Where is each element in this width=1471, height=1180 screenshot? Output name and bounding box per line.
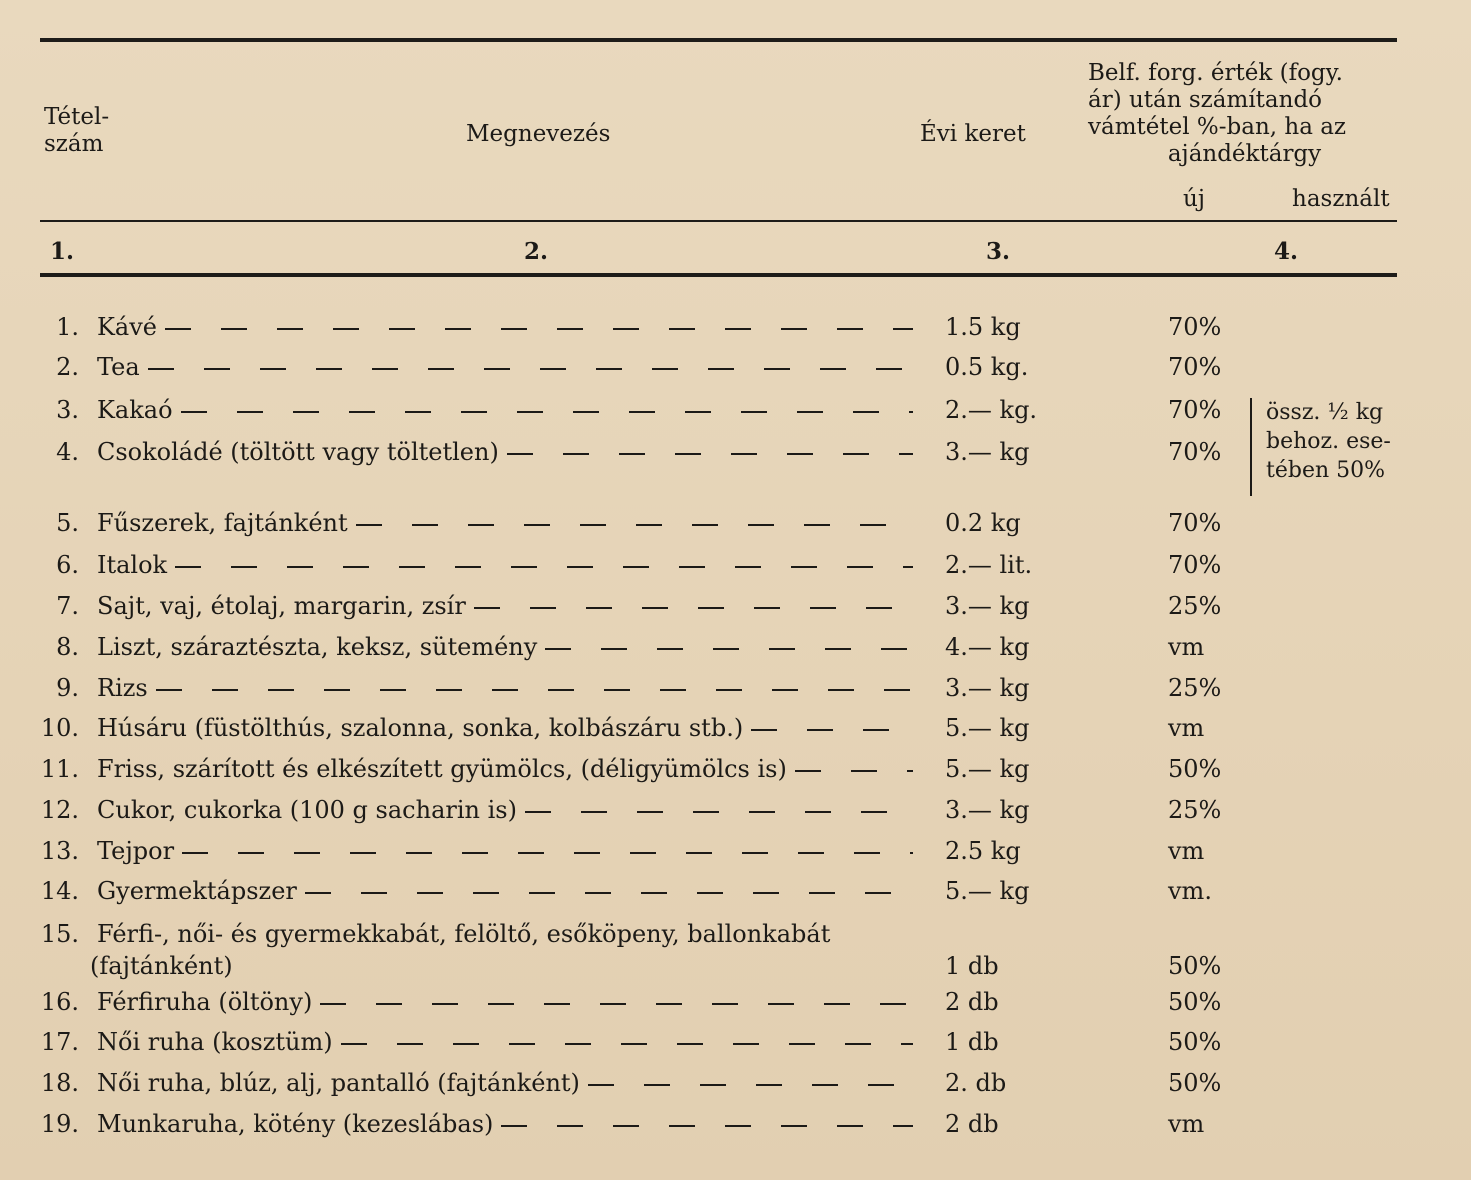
- row-rate: 50%: [1168, 988, 1222, 1016]
- row-number: 14.: [40, 877, 79, 905]
- row-name: [97, 632, 917, 662]
- row-name-text: Italok: [97, 551, 168, 579]
- row-quantity: 5.— kg: [945, 714, 1030, 742]
- row-name: [97, 1109, 917, 1139]
- row-number: 4.: [56, 438, 79, 466]
- row-quantity: 2.5 kg: [945, 837, 1021, 865]
- row-name-text: Férfiruha (öltöny): [97, 988, 313, 1016]
- row-quantity: 4.— kg: [945, 633, 1030, 661]
- leader-dashes: [507, 453, 913, 455]
- leader-dashes: [156, 689, 913, 691]
- header-name: Megnevezés: [466, 121, 611, 147]
- leader-dashes: [341, 1043, 913, 1045]
- leader-dashes: [588, 1084, 913, 1086]
- row-number: 15.: [40, 920, 79, 948]
- row-number: 8.: [56, 633, 79, 661]
- row-quantity: 1.5 kg: [945, 313, 1021, 341]
- column-number-rule: [40, 273, 1397, 277]
- row-quantity: 3.— kg: [945, 592, 1030, 620]
- row-number: 7.: [56, 592, 79, 620]
- leader-dashes: [751, 729, 913, 731]
- leader-dashes: [148, 368, 913, 370]
- leader-dashes: [474, 607, 913, 609]
- row-number: 5.: [56, 509, 79, 537]
- header-duty-rate-line1: Belf. forg. érték (fogy.: [1088, 60, 1343, 86]
- header-item-number: [44, 104, 154, 158]
- column-number-2: 2.: [524, 238, 549, 265]
- table-row: [0, 1027, 1471, 1063]
- row-name-text: Csokoládé (töltött vagy töltetlen): [97, 438, 499, 466]
- row-name-text: Férfi-, női- és gyermekkabát, felöltő, esőköpeny, ballonkabát: [97, 920, 831, 948]
- top-rule: [40, 38, 1397, 42]
- row-number: 12.: [40, 796, 79, 824]
- row-number: 19.: [40, 1110, 79, 1138]
- row-rate: 70%: [1168, 509, 1222, 537]
- row-quantity: 3.— kg: [945, 796, 1030, 824]
- header-item-number-line2: szám: [44, 131, 104, 157]
- leader-dashes: [525, 811, 913, 813]
- leader-dashes: [305, 892, 913, 894]
- row-quantity: 1 db: [945, 952, 999, 980]
- row-rate: 25%: [1168, 674, 1222, 702]
- row-name-text: Gyermektápszer: [97, 877, 297, 905]
- table-row: [0, 713, 1471, 749]
- table-row: [0, 754, 1471, 790]
- row-name: [97, 876, 917, 906]
- row-number: 1.: [56, 313, 79, 341]
- row-name-text: Munkaruha, kötény (kezeslábas): [97, 1110, 494, 1138]
- row-name-text: Rizs: [97, 674, 148, 702]
- row-quantity: 5.— kg: [945, 877, 1030, 905]
- row-name-text: Sajt, vaj, étolaj, margarin, zsír: [97, 592, 466, 620]
- row-rate: 25%: [1168, 796, 1222, 824]
- row-number: 10.: [40, 714, 79, 742]
- row-quantity: 3.— kg: [945, 438, 1030, 466]
- column-number-4: 4.: [1274, 238, 1299, 265]
- header-annual-limit: Évi keret: [920, 121, 1026, 147]
- leader-dashes: [165, 328, 913, 330]
- row-name-text: Friss, szárított és elkészített gyümölcs, (déligyümölcs is): [97, 755, 787, 783]
- row-rate: 25%: [1168, 592, 1222, 620]
- table-row: [0, 352, 1471, 388]
- leader-dashes: [175, 566, 913, 568]
- row-name: [97, 591, 917, 621]
- bracket-note-line2: behoz. ese-: [1266, 429, 1391, 454]
- row-name: [97, 987, 917, 1017]
- row-quantity: 2 db: [945, 1110, 999, 1138]
- row-rate: vm.: [1168, 877, 1212, 905]
- bracket-note: [1250, 398, 1426, 496]
- table-row: [0, 1109, 1471, 1145]
- row-rate: vm: [1168, 633, 1205, 661]
- header-duty-rate-line3: vámtétel %-ban, ha az: [1088, 114, 1347, 140]
- row-quantity: 3.— kg: [945, 674, 1030, 702]
- row-quantity: 5.— kg: [945, 755, 1030, 783]
- table-row: [0, 508, 1471, 544]
- header-new: új: [1183, 186, 1205, 212]
- row-name-text: Tejpor: [97, 837, 175, 865]
- row-name: [97, 550, 917, 580]
- row-name-text: Női ruha, blúz, alj, pantalló (fajtánként): [97, 1069, 580, 1097]
- row-number: 17.: [40, 1028, 79, 1056]
- row-number: 3.: [56, 396, 79, 424]
- row-name-text: Húsáru (füstölthús, szalonna, sonka, kolbászáru stb.): [97, 714, 744, 742]
- row-name-text: Fűszerek, fajtánként: [97, 509, 348, 537]
- row-quantity: 2 db: [945, 988, 999, 1016]
- row-name-text: Cukor, cukorka (100 g sacharin is): [97, 796, 517, 824]
- row-name-text: Női ruha (kosztüm): [97, 1028, 333, 1056]
- row-number: 2.: [56, 353, 79, 381]
- row-name: [97, 437, 917, 467]
- row-quantity: 0.2 kg: [945, 509, 1021, 537]
- row-name: [97, 919, 917, 949]
- row-number: 9.: [56, 674, 79, 702]
- leader-dashes: [501, 1125, 913, 1127]
- table-row: [0, 591, 1471, 627]
- row-name-text: Kávé: [97, 313, 157, 341]
- row-rate: vm: [1168, 837, 1205, 865]
- row-rate: 50%: [1168, 1028, 1222, 1056]
- row-quantity: 2.— lit.: [945, 551, 1033, 579]
- leader-dashes: [182, 852, 913, 854]
- column-number-1: 1.: [50, 238, 75, 265]
- table-row: [0, 1068, 1471, 1104]
- row-rate: 50%: [1168, 952, 1222, 980]
- row-rate: 70%: [1168, 353, 1222, 381]
- table-row: [0, 795, 1471, 831]
- row-rate: 70%: [1168, 396, 1222, 424]
- leader-dashes: [356, 524, 913, 526]
- header-duty-rate: [1088, 60, 1401, 168]
- row-number: 13.: [40, 837, 79, 865]
- leader-dashes: [795, 770, 913, 772]
- table-row: [0, 673, 1471, 709]
- bracket-note-line1: össz. ½ kg: [1266, 400, 1384, 425]
- header-duty-rate-line2: ár) után számítandó: [1088, 87, 1323, 113]
- row-name: [97, 1027, 917, 1057]
- header-rule: [40, 220, 1397, 222]
- table-row: [0, 312, 1471, 348]
- row-number: 18.: [40, 1069, 79, 1097]
- bracket-note-line3: tében 50%: [1266, 458, 1386, 483]
- row-rate: vm: [1168, 714, 1205, 742]
- column-number-3: 3.: [986, 238, 1011, 265]
- leader-dashes: [545, 648, 913, 650]
- row-name-continued: [90, 951, 917, 981]
- row-quantity: 2. db: [945, 1069, 1007, 1097]
- row-name-text: (fajtánként): [90, 952, 233, 980]
- row-name: [97, 836, 917, 866]
- row-rate: vm: [1168, 1110, 1205, 1138]
- row-name-text: Tea: [97, 353, 140, 381]
- row-rate: 70%: [1168, 438, 1222, 466]
- row-name: [97, 795, 917, 825]
- leader-dashes: [181, 411, 913, 413]
- header-duty-rate-line4: ajándéktárgy: [1167, 141, 1322, 167]
- row-rate: 70%: [1168, 551, 1222, 579]
- row-name-text: Liszt, száraztészta, keksz, sütemény: [97, 633, 538, 661]
- row-name-text: Kakaó: [97, 396, 173, 424]
- row-number: 16.: [40, 988, 79, 1016]
- row-rate: 50%: [1168, 1069, 1222, 1097]
- leader-dashes: [320, 1003, 913, 1005]
- header-item-number-line1: Tétel-: [44, 104, 110, 130]
- table-row: [0, 836, 1471, 872]
- row-name: [97, 352, 917, 382]
- row-name: [97, 754, 917, 784]
- row-name: [97, 312, 917, 342]
- header-used: használt: [1292, 186, 1390, 212]
- table-row: [0, 987, 1471, 1023]
- row-rate: 70%: [1168, 313, 1222, 341]
- row-quantity: 2.— kg.: [945, 396, 1038, 424]
- table-row: [0, 876, 1471, 912]
- row-name: [97, 1068, 917, 1098]
- row-number: 6.: [56, 551, 79, 579]
- table-row: [0, 550, 1471, 586]
- row-number: 11.: [40, 755, 79, 783]
- row-name: [97, 673, 917, 703]
- table-row: [0, 919, 1471, 991]
- row-quantity: 0.5 kg.: [945, 353, 1029, 381]
- row-quantity: 1 db: [945, 1028, 999, 1056]
- row-name: [97, 508, 917, 538]
- row-rate: 50%: [1168, 755, 1222, 783]
- table-row: [0, 632, 1471, 668]
- row-name: [97, 713, 917, 743]
- row-name: [97, 395, 917, 425]
